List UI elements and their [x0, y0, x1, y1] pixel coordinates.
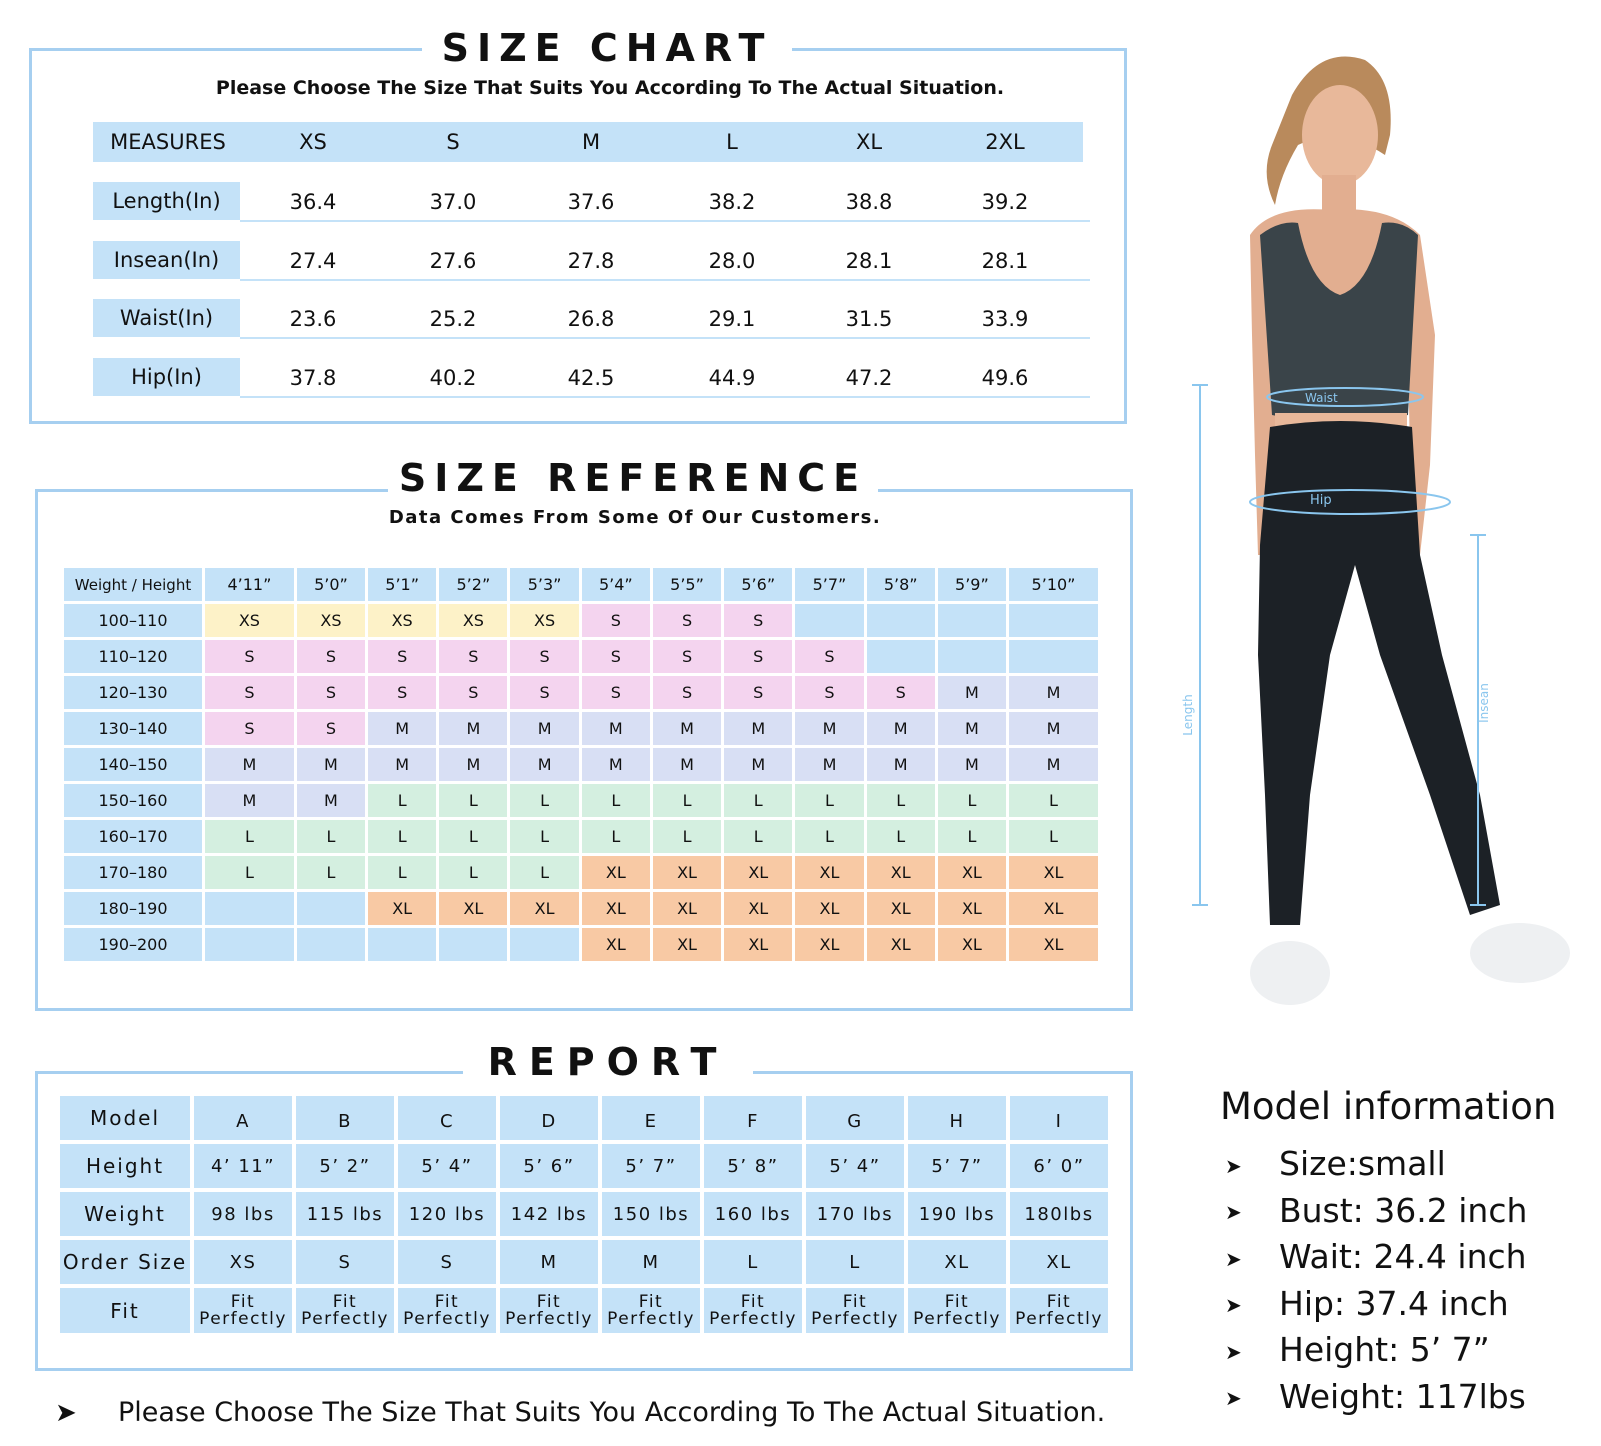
size-recommendation-cell: M [938, 748, 1006, 781]
size-recommendation-cell: M [1009, 748, 1098, 781]
fit-line-2: Perfectly [607, 1308, 695, 1329]
size-recommendation-cell: L [938, 784, 1006, 817]
measure-value: 23.6 [289, 307, 337, 331]
size-recommendation-cell: XL [653, 928, 721, 961]
report-model-cell: G [806, 1096, 904, 1140]
size-recommendation-cell: L [439, 784, 507, 817]
size-recommendation-cell: S [439, 676, 507, 709]
model-info-item [1225, 1237, 1527, 1279]
size-recommendation-cell [297, 892, 365, 925]
measure-value: 49.6 [981, 366, 1029, 390]
size-recommendation-cell [795, 604, 863, 637]
fit-line-2: Perfectly [811, 1308, 899, 1329]
size-recommendation-cell: M [582, 748, 650, 781]
size-recommendation-cell: XL [938, 928, 1006, 961]
report-model-cell: B [296, 1096, 394, 1140]
report-model-cell: A [194, 1096, 292, 1140]
report-weight-cell: 120 lbs [398, 1192, 496, 1236]
size-recommendation-cell: L [297, 820, 365, 853]
model-info-item [1225, 1191, 1527, 1233]
size-recommendation-cell: XS [439, 604, 507, 637]
report-size-cell: XL [908, 1240, 1006, 1284]
size-recommendation-cell: S [205, 676, 294, 709]
report-title: REPORT [463, 1040, 753, 1084]
size-recommendation-cell: S [297, 640, 365, 673]
report-row-label: Order Size [60, 1240, 190, 1284]
report-height-cell: 4’ 11” [194, 1144, 292, 1188]
size-recommendation-cell: M [653, 712, 721, 745]
weight-range-cell: 100–110 [64, 604, 202, 637]
measure-value: 38.8 [845, 190, 893, 214]
size-recommendation-cell: M [510, 712, 578, 745]
size-recommendation-cell: S [297, 712, 365, 745]
size-recommendation-cell: XL [1009, 856, 1098, 889]
fit-line-2: Perfectly [301, 1308, 389, 1329]
size-recommendation-cell [297, 928, 365, 961]
size-recommendation-cell: M [205, 784, 294, 817]
report-weight-cell: 98 lbs [194, 1192, 292, 1236]
size-recommendation-cell [938, 640, 1006, 673]
fit-line-2: Perfectly [199, 1308, 287, 1329]
size-recommendation-cell: XL [795, 892, 863, 925]
size-recommendation-cell: L [653, 820, 721, 853]
measure-value: 28.1 [845, 249, 893, 273]
height-header-cell: 5’5” [653, 568, 721, 601]
fit-line-1: Fit [638, 1291, 664, 1312]
row-divider [240, 279, 1090, 281]
fit-line-2: Perfectly [403, 1308, 491, 1329]
report-weight-cell: 160 lbs [704, 1192, 802, 1236]
size-recommendation-cell [510, 928, 578, 961]
size-recommendation-cell: M [1009, 712, 1098, 745]
measure-value: 37.6 [567, 190, 615, 214]
size-recommendation-cell: S [368, 640, 436, 673]
fit-line-1: Fit [332, 1291, 358, 1312]
measure-value: 28.0 [708, 249, 756, 273]
size-recommendation-cell: S [510, 676, 578, 709]
report-fit-cell [908, 1288, 1006, 1333]
size-recommendation-cell: S [795, 676, 863, 709]
measure-value: 38.2 [708, 190, 756, 214]
measure-value: 36.4 [289, 190, 337, 214]
model-shoe-right [1470, 923, 1570, 983]
size-recommendation-cell: L [795, 820, 863, 853]
report-fit-cell [602, 1288, 700, 1333]
size-recommendation-cell: M [867, 712, 935, 745]
size-recommendation-cell: L [582, 784, 650, 817]
report-row-label: Model [60, 1096, 190, 1140]
row-divider [240, 396, 1090, 398]
size-recommendation-cell: XL [938, 892, 1006, 925]
size-recommendation-cell: XL [653, 892, 721, 925]
model-info-item [1225, 1284, 1509, 1326]
arrow-right-icon: ➤ [1225, 1386, 1242, 1410]
size-header-cell: S [446, 130, 460, 154]
measure-value: 29.1 [708, 307, 756, 331]
size-recommendation-cell: S [653, 640, 721, 673]
model-photo [1180, 35, 1600, 1020]
fit-line-2: Perfectly [913, 1308, 1001, 1329]
size-recommendation-cell: L [510, 856, 578, 889]
fit-line-1: Fit [1046, 1291, 1072, 1312]
size-recommendation-cell: L [867, 784, 935, 817]
measure-value: 42.5 [567, 366, 615, 390]
report-size-cell: L [806, 1240, 904, 1284]
size-recommendation-cell: M [1009, 676, 1098, 709]
size-recommendation-cell [867, 604, 935, 637]
weight-range-cell: 140–150 [64, 748, 202, 781]
size-recommendation-cell: L [724, 784, 792, 817]
size-recommendation-cell: XL [1009, 892, 1098, 925]
size-recommendation-cell: XL [938, 856, 1006, 889]
size-recommendation-cell: M [297, 748, 365, 781]
size-recommendation-cell: S [510, 640, 578, 673]
height-header-cell: 4’11” [205, 568, 294, 601]
height-header-cell: 5’2” [439, 568, 507, 601]
report-fit-cell [398, 1288, 496, 1333]
size-recommendation-cell [439, 928, 507, 961]
model-info-text: Wait: 24.4 inch [1279, 1237, 1527, 1276]
report-height-cell: 5’ 8” [704, 1144, 802, 1188]
size-recommendation-cell: M [510, 748, 578, 781]
model-info-text: Weight: 117lbs [1279, 1376, 1526, 1416]
report-row-label: Height [60, 1144, 190, 1188]
size-recommendation-cell: M [368, 748, 436, 781]
report-model-cell: D [500, 1096, 598, 1140]
size-recommendation-cell: L [368, 856, 436, 889]
size-recommendation-cell: L [1009, 784, 1098, 817]
measure-value: 25.2 [429, 307, 477, 331]
waist-label: Waist [1305, 391, 1338, 405]
report-size-cell: S [296, 1240, 394, 1284]
measure-label: Insean(In) [93, 241, 240, 279]
report-height-cell: 5’ 7” [908, 1144, 1006, 1188]
model-info-title: Model information [1220, 1085, 1557, 1128]
size-recommendation-cell: XS [297, 604, 365, 637]
report-weight-cell: 150 lbs [602, 1192, 700, 1236]
weight-range-cell: 110–120 [64, 640, 202, 673]
report-weight-cell: 115 lbs [296, 1192, 394, 1236]
size-recommendation-cell: S [724, 640, 792, 673]
measure-value: 40.2 [429, 366, 477, 390]
fit-line-1: Fit [944, 1291, 970, 1312]
report-table [56, 1092, 1112, 1337]
size-recommendation-cell: XL [653, 856, 721, 889]
size-recommendation-cell: XL [510, 892, 578, 925]
size-recommendation-cell: S [205, 712, 294, 745]
height-header-cell: 5’1” [368, 568, 436, 601]
report-height-cell: 5’ 2” [296, 1144, 394, 1188]
measure-value: 37.8 [289, 366, 337, 390]
size-recommendation-cell: M [205, 748, 294, 781]
height-header-cell: 5’0” [297, 568, 365, 601]
size-recommendation-cell [867, 640, 935, 673]
measure-value: 26.8 [567, 307, 615, 331]
size-recommendation-cell: XL [368, 892, 436, 925]
report-height-cell: 6’ 0” [1010, 1144, 1108, 1188]
size-recommendation-cell: XL [867, 892, 935, 925]
size-recommendation-cell: M [795, 748, 863, 781]
size-recommendation-cell: XL [867, 856, 935, 889]
size-recommendation-cell: S [867, 676, 935, 709]
size-recommendation-cell [1009, 640, 1098, 673]
fit-line-2: Perfectly [505, 1308, 593, 1329]
report-size-cell: L [704, 1240, 802, 1284]
measure-value: 33.9 [981, 307, 1029, 331]
height-header-cell: 5’3” [510, 568, 578, 601]
size-recommendation-cell: S [439, 640, 507, 673]
measure-label: Waist(In) [93, 299, 240, 337]
size-recommendation-cell: L [439, 820, 507, 853]
model-info-item [1225, 1330, 1490, 1372]
fit-line-1: Fit [740, 1291, 766, 1312]
size-recommendation-cell: M [297, 784, 365, 817]
size-recommendation-cell: S [297, 676, 365, 709]
measure-value: 47.2 [845, 366, 893, 390]
size-recommendation-cell: M [653, 748, 721, 781]
report-model-cell: H [908, 1096, 1006, 1140]
size-recommendation-cell: S [795, 640, 863, 673]
height-header-cell: 5’6” [724, 568, 792, 601]
weight-range-cell: 180–190 [64, 892, 202, 925]
size-recommendation-cell: L [653, 784, 721, 817]
size-recommendation-cell: M [938, 712, 1006, 745]
model-info-text: Size:small [1279, 1144, 1446, 1183]
fit-line-1: Fit [536, 1291, 562, 1312]
size-recommendation-cell: XL [795, 928, 863, 961]
measure-label: Length(In) [93, 182, 240, 220]
weight-range-cell: 150–160 [64, 784, 202, 817]
model-info-item [1225, 1377, 1526, 1419]
size-recommendation-cell: L [938, 820, 1006, 853]
size-recommendation-cell: M [368, 712, 436, 745]
size-recommendation-cell [205, 892, 294, 925]
model-info-text: Hip: 37.4 inch [1279, 1283, 1509, 1323]
size-recommendation-cell: M [795, 712, 863, 745]
size-recommendation-cell: S [653, 676, 721, 709]
report-model-cell: I [1010, 1096, 1108, 1140]
size-recommendation-cell: XL [1009, 928, 1098, 961]
weight-height-corner: Weight / Height [64, 568, 202, 601]
weight-range-cell: 130–140 [64, 712, 202, 745]
arrow-right-icon: ➤ [1225, 1293, 1242, 1317]
arrow-right-icon: ➤ [1225, 1246, 1242, 1271]
height-header-cell: 5’9” [938, 568, 1006, 601]
measure-value: 37.0 [429, 190, 477, 214]
footer-arrow-icon: ➤ [55, 1398, 77, 1428]
size-recommendation-cell: L [510, 820, 578, 853]
size-recommendation-cell: XL [582, 928, 650, 961]
size-recommendation-cell: XL [795, 856, 863, 889]
report-row-label: Fit [60, 1288, 190, 1333]
report-size-cell: S [398, 1240, 496, 1284]
model-face [1302, 85, 1378, 185]
report-model-cell: C [398, 1096, 496, 1140]
report-fit-cell [296, 1288, 394, 1333]
report-fit-cell [1010, 1288, 1108, 1333]
report-size-cell: XS [194, 1240, 292, 1284]
insean-label: Insean [1477, 683, 1491, 723]
report-fit-cell [806, 1288, 904, 1333]
fit-line-1: Fit [230, 1291, 256, 1312]
size-recommendation-cell: S [653, 604, 721, 637]
report-model-cell: E [602, 1096, 700, 1140]
fit-line-1: Fit [434, 1291, 460, 1312]
measure-value: 39.2 [981, 190, 1029, 214]
report-weight-cell: 180lbs [1010, 1192, 1108, 1236]
report-height-cell: 5’ 4” [398, 1144, 496, 1188]
size-recommendation-cell: XS [368, 604, 436, 637]
size-recommendation-cell: M [867, 748, 935, 781]
footer-note: Please Choose The Size That Suits You According To The Actual Situation. [118, 1397, 1106, 1428]
report-fit-cell [194, 1288, 292, 1333]
size-recommendation-cell: XL [582, 856, 650, 889]
row-divider [240, 220, 1090, 222]
measure-value: 27.6 [429, 249, 477, 273]
report-height-cell: 5’ 6” [500, 1144, 598, 1188]
report-height-cell: 5’ 7” [602, 1144, 700, 1188]
report-height-cell: 5’ 4” [806, 1144, 904, 1188]
size-reference-table [61, 565, 1101, 964]
measure-value: 28.1 [981, 249, 1029, 273]
size-recommendation-cell: L [297, 856, 365, 889]
size-recommendation-cell: L [582, 820, 650, 853]
size-recommendation-cell: XL [867, 928, 935, 961]
size-recommendation-cell [1009, 604, 1098, 637]
report-weight-cell: 142 lbs [500, 1192, 598, 1236]
size-header-cell: XS [299, 130, 327, 154]
size-recommendation-cell: XL [724, 856, 792, 889]
size-header-cell: 2XL [985, 130, 1025, 154]
hip-label: Hip [1310, 493, 1332, 508]
size-header-cell: XL [855, 130, 883, 154]
report-fit-cell [500, 1288, 598, 1333]
model-neck [1322, 175, 1356, 215]
size-recommendation-cell: S [205, 640, 294, 673]
size-recommendation-cell: S [582, 604, 650, 637]
size-recommendation-cell: XL [724, 892, 792, 925]
size-recommendation-cell: XL [439, 892, 507, 925]
weight-range-cell: 190–200 [64, 928, 202, 961]
size-recommendation-cell: L [510, 784, 578, 817]
report-model-cell: F [704, 1096, 802, 1140]
size-recommendation-cell: L [368, 784, 436, 817]
size-recommendation-cell: M [439, 712, 507, 745]
size-recommendation-cell: M [724, 748, 792, 781]
measure-value: 27.4 [289, 249, 337, 273]
size-recommendation-cell: XL [724, 928, 792, 961]
weight-range-cell: 120–130 [64, 676, 202, 709]
weight-range-cell: 160–170 [64, 820, 202, 853]
report-size-cell: M [500, 1240, 598, 1284]
weight-range-cell: 170–180 [64, 856, 202, 889]
size-recommendation-cell: S [724, 604, 792, 637]
report-size-cell: M [602, 1240, 700, 1284]
measure-value: 44.9 [708, 366, 756, 390]
size-recommendation-cell: M [724, 712, 792, 745]
measures-header: MEASURES [110, 130, 226, 154]
height-header-cell: 5’10” [1009, 568, 1098, 601]
model-shoe-left [1250, 941, 1330, 1005]
height-header-cell: 5’7” [795, 568, 863, 601]
size-recommendation-cell: L [724, 820, 792, 853]
size-header-cell: L [726, 130, 738, 154]
model-info-text: Height: 5’ 7” [1279, 1330, 1490, 1369]
size-chart-title: SIZE CHART [422, 26, 792, 70]
size-recommendation-cell: S [724, 676, 792, 709]
report-size-cell: XL [1010, 1240, 1108, 1284]
size-recommendation-cell [368, 928, 436, 961]
arrow-right-icon: ➤ [1225, 1200, 1242, 1224]
model-info-text: Bust: 36.2 inch [1279, 1190, 1528, 1230]
size-recommendation-cell: S [582, 640, 650, 673]
report-row-label: Weight [60, 1192, 190, 1236]
size-reference-subtitle: Data Comes From Some Of Our Customers. [388, 507, 882, 528]
size-recommendation-cell: L [205, 820, 294, 853]
report-fit-cell [704, 1288, 802, 1333]
size-recommendation-cell: L [205, 856, 294, 889]
row-divider [240, 337, 1090, 339]
model-info-item [1225, 1144, 1446, 1186]
arrow-right-icon: ➤ [1225, 1153, 1242, 1178]
measure-label: Hip(In) [93, 358, 240, 396]
size-recommendation-cell: L [1009, 820, 1098, 853]
fit-line-1: Fit [842, 1291, 868, 1312]
height-header-cell: 5’8” [867, 568, 935, 601]
size-recommendation-cell: XL [582, 892, 650, 925]
size-recommendation-cell: L [439, 856, 507, 889]
report-weight-cell: 190 lbs [908, 1192, 1006, 1236]
size-recommendation-cell [938, 604, 1006, 637]
size-recommendation-cell: L [867, 820, 935, 853]
size-header-cell: M [581, 130, 601, 154]
size-chart-subtitle: Please Choose The Size That Suits You According To The Actual Situation. [215, 77, 1005, 99]
size-recommendation-cell: L [795, 784, 863, 817]
measure-value: 31.5 [845, 307, 893, 331]
size-recommendation-cell: XS [510, 604, 578, 637]
model-pants [1258, 421, 1500, 925]
size-recommendation-cell: XS [205, 604, 294, 637]
arrow-right-icon: ➤ [1225, 1339, 1242, 1364]
fit-line-2: Perfectly [709, 1308, 797, 1329]
measure-value: 27.8 [567, 249, 615, 273]
size-recommendation-cell: M [439, 748, 507, 781]
size-recommendation-cell: S [582, 676, 650, 709]
size-recommendation-cell: L [368, 820, 436, 853]
length-label: Length [1181, 694, 1195, 736]
report-weight-cell: 170 lbs [806, 1192, 904, 1236]
size-recommendation-cell [205, 928, 294, 961]
size-reference-title: SIZE REFERENCE [388, 456, 878, 500]
height-header-cell: 5’4” [582, 568, 650, 601]
size-recommendation-cell: M [582, 712, 650, 745]
fit-line-2: Perfectly [1015, 1308, 1103, 1329]
size-recommendation-cell: M [938, 676, 1006, 709]
size-recommendation-cell: S [368, 676, 436, 709]
